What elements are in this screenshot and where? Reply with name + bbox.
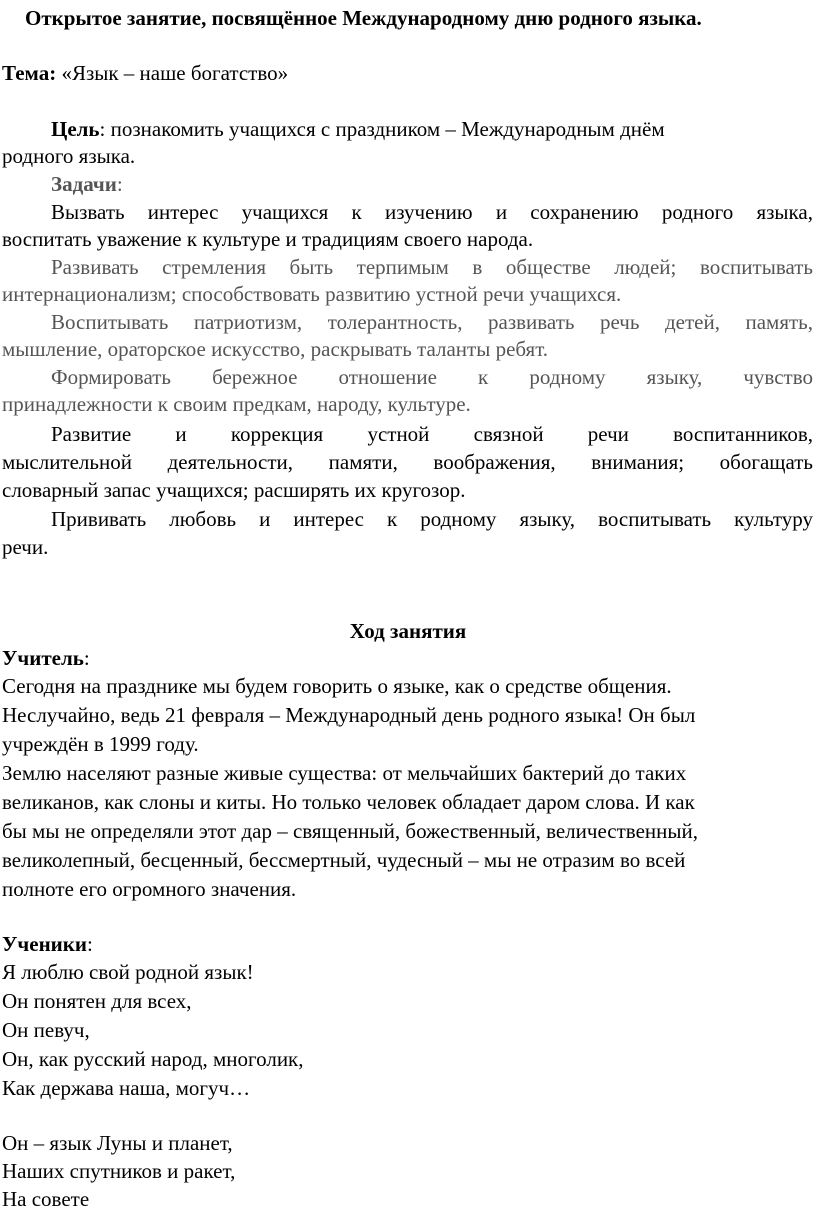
theme-line [2, 60, 288, 86]
teacher-line-7: великолепный, бесценный, бессмертный, чудесный – мы не отразим во всей [2, 848, 686, 872]
poem-line-1: Я люблю свой родной язык! [2, 960, 254, 984]
theme-label: Тема: [2, 61, 57, 85]
task-3-line-1: Воспитывать патриотизм, толерантность, развивать речь детей, память, [51, 310, 813, 334]
teacher-line-3: учреждён в 1999 году. [2, 732, 199, 756]
tasks-label: Задачи [51, 172, 117, 196]
task-5-line-2: мыслительной деятельности, памяти, воображения, внимания; обогащать [2, 450, 813, 474]
theme-text: «Язык – наше богатство» [56, 61, 289, 85]
course-heading: Ход занятия [349, 619, 467, 643]
task-5-line-1: Развитие и коррекция устной связной речи воспитанников, [51, 422, 813, 446]
task-3-line-2: мышление, ораторское искусство, раскрывать таланты ребят. [2, 337, 549, 361]
task-4-line-2: принадлежности к своим предкам, народу, культуре. [2, 392, 471, 416]
task-1-line-1: Вызвать интерес учащихся к изучению и сохранению родного языка, [51, 200, 813, 224]
teacher-heading [2, 645, 90, 671]
teacher-label: Учитель [2, 646, 84, 670]
poem-line-2: Он понятен для всех, [2, 989, 192, 1013]
document-title: Открытое занятие, посвящённое Международному дню родного языка. [25, 6, 702, 30]
goal-line-2: родного языка. [2, 144, 136, 168]
teacher-line-6: бы мы не определяли этот дар – священный, божественный, величественный, [2, 819, 698, 843]
teacher-colon: : [83, 646, 90, 670]
tasks-colon: : [116, 172, 123, 196]
tasks-heading [51, 171, 123, 197]
students-heading [2, 931, 93, 957]
teacher-line-2: Неслучайно, ведь 21 февраля – Международный день родного языка! Он был [2, 703, 696, 727]
task-2-line-1: Развивать стремления быть терпимым в обществе людей; воспитывать [51, 255, 813, 279]
goal-label: Цель [51, 117, 100, 141]
teacher-line-1: Сегодня на празднике мы будем говорить о языке, как о средстве общения. [2, 674, 672, 698]
students-label: Ученики [2, 932, 87, 956]
task-2-line-2: интернационализм; способствовать развитию устной речи учащихся. [2, 282, 622, 306]
teacher-line-8: полноте его огромного значения. [2, 877, 297, 901]
poem-line-8: На совете [2, 1187, 90, 1211]
poem-line-3: Он певуч, [2, 1018, 90, 1042]
goal-text-1: : познакомить учащихся с праздником – Международным днём [99, 117, 665, 141]
task-4-line-1: Формировать бережное отношение к родному языку, чувство [51, 365, 813, 389]
poem-line-6: Он – язык Луны и планет, [2, 1131, 233, 1155]
task-6-line-2: речи. [2, 535, 49, 559]
poem-line-4: Он, как русский народ, многолик, [2, 1047, 304, 1071]
task-5-line-3: словарный запас учащихся; расширять их кругозор. [2, 478, 466, 502]
poem-line-7: Наших спутников и ракет, [2, 1159, 236, 1183]
poem-line-5: Как держава наша, могуч… [2, 1076, 251, 1100]
students-colon: : [86, 932, 93, 956]
teacher-line-4: Землю населяют разные живые существа: от мельчайших бактерий до таких [2, 761, 687, 785]
task-6-line-1: Прививать любовь и интерес к родному языку, воспитывать культуру [51, 507, 813, 531]
task-1-line-2: воспитать уважение к культуре и традициям своего народа. [2, 227, 534, 251]
goal-line-1 [51, 116, 665, 142]
teacher-line-5: великанов, как слоны и киты. Но только человек обладает даром слова. И как [2, 790, 695, 814]
